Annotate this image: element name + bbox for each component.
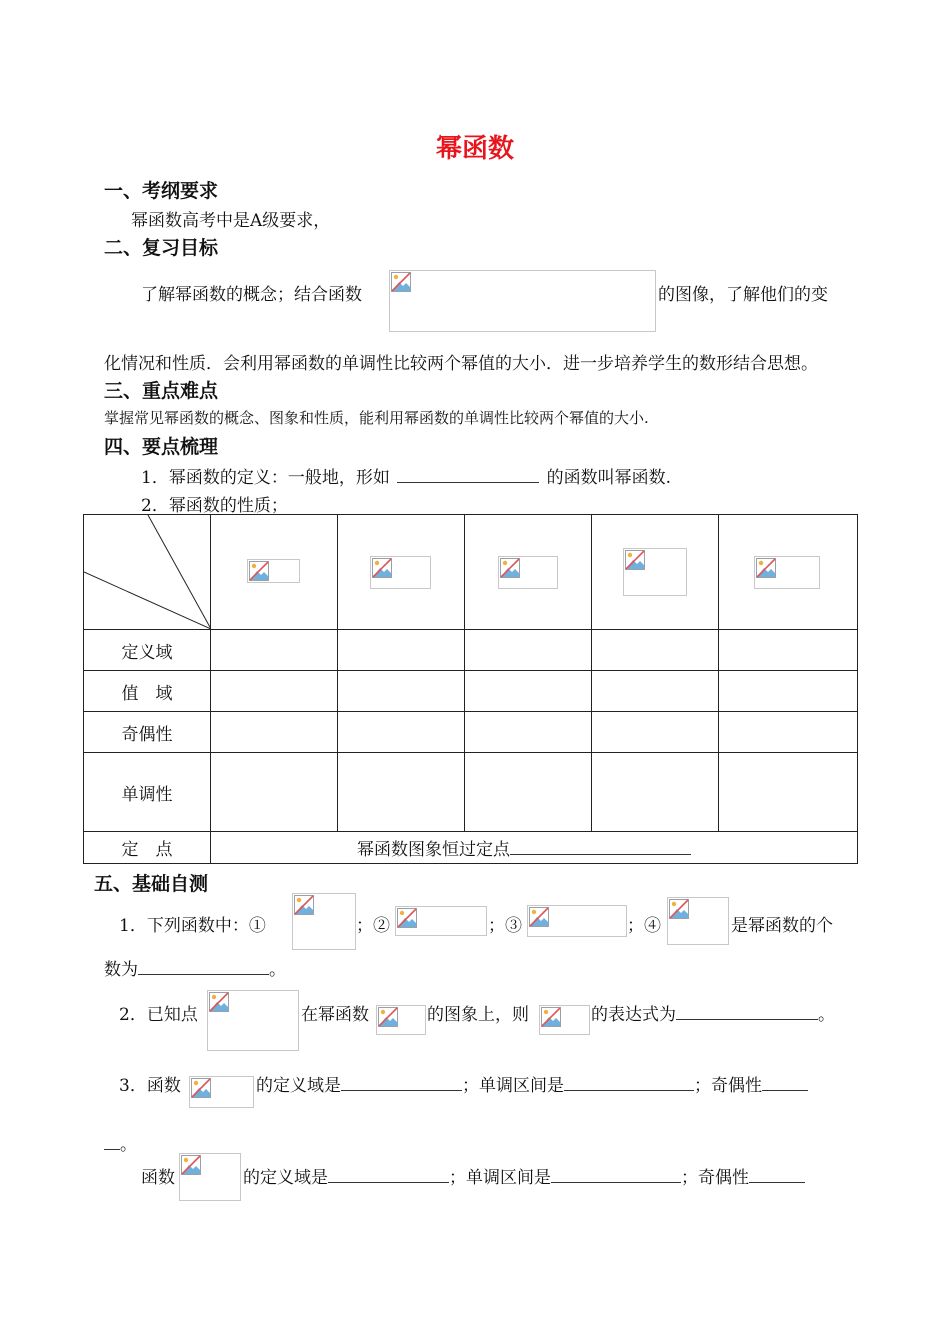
definition-line bbox=[141, 463, 671, 488]
q2-start: 2．已知点 bbox=[119, 1005, 198, 1025]
q3-period: 。 bbox=[120, 1135, 137, 1155]
q2-point-image bbox=[207, 990, 299, 1051]
table-cell[interactable] bbox=[465, 630, 592, 671]
table-cell[interactable] bbox=[465, 712, 592, 753]
function-image-1 bbox=[247, 559, 300, 583]
section-2-line2: 化情况和性质．会利用幂函数的单调性比较两个幂值的大小．进一步培养学生的数形结合思想。 bbox=[104, 354, 818, 374]
broken-image-icon bbox=[397, 908, 417, 928]
q2-period: 。 bbox=[818, 1005, 835, 1025]
q3-line1 bbox=[256, 1071, 808, 1096]
q4-start: 函数 bbox=[141, 1168, 175, 1188]
table-row bbox=[84, 712, 858, 753]
row-label-range: 值 域 bbox=[84, 671, 211, 712]
table-cell[interactable] bbox=[338, 671, 465, 712]
section-5-heading: 五、基础自测 bbox=[94, 873, 209, 895]
section-4-heading: 四、要点梳理 bbox=[104, 436, 219, 458]
table-cell[interactable] bbox=[592, 712, 719, 753]
section-3-heading: 三、重点难点 bbox=[104, 380, 219, 402]
function-header-1 bbox=[211, 515, 338, 630]
fixed-point-blank[interactable] bbox=[510, 838, 691, 855]
function-image-4 bbox=[623, 548, 687, 596]
function-image-3 bbox=[498, 556, 558, 589]
section-2-heading: 二、复习目标 bbox=[104, 237, 219, 259]
q1-sep-2: ；③ bbox=[488, 916, 522, 936]
table-cell[interactable] bbox=[465, 671, 592, 712]
table-cell[interactable] bbox=[338, 712, 465, 753]
properties-table bbox=[83, 514, 858, 864]
section-1-text: 幂函数高考中是A级要求， bbox=[131, 211, 331, 231]
q4-function-image bbox=[179, 1153, 241, 1201]
q3-start: 3．函数 bbox=[119, 1076, 181, 1096]
definition-text-end: 的函数叫幂函数. bbox=[546, 468, 672, 488]
q3-function-image bbox=[189, 1076, 254, 1108]
q1-sep-3: ；④ bbox=[627, 916, 661, 936]
table-cell[interactable] bbox=[719, 630, 858, 671]
broken-image-icon bbox=[372, 558, 392, 578]
table-cell[interactable] bbox=[211, 671, 338, 712]
q1-answer-label: 数为 bbox=[104, 960, 138, 980]
broken-image-icon bbox=[500, 558, 520, 578]
table-cell[interactable] bbox=[465, 753, 592, 832]
diagonal-lines bbox=[84, 515, 211, 629]
broken-image-icon bbox=[378, 1007, 398, 1027]
table-cell[interactable] bbox=[211, 712, 338, 753]
q4-interval-blank[interactable] bbox=[551, 1166, 681, 1183]
q2-function-image-2 bbox=[539, 1005, 590, 1035]
broken-image-icon bbox=[191, 1078, 211, 1098]
q4-parity-blank[interactable] bbox=[749, 1166, 805, 1183]
q1-period: 。 bbox=[269, 960, 286, 980]
row-label-fixed-point: 定 点 bbox=[84, 832, 211, 864]
table-cell[interactable] bbox=[211, 630, 338, 671]
row-label-domain: 定义域 bbox=[84, 630, 211, 671]
row-label-parity: 奇偶性 bbox=[84, 712, 211, 753]
q3-interval-label: ；单调区间是 bbox=[462, 1076, 564, 1096]
diagonal-header-cell bbox=[84, 515, 211, 630]
broken-image-icon bbox=[391, 272, 411, 292]
fixed-point-text: 幂函数图象恒过定点 bbox=[357, 840, 510, 860]
q4-line1 bbox=[243, 1163, 805, 1188]
table-row bbox=[84, 753, 858, 832]
q1-option-4-image bbox=[667, 897, 729, 945]
broken-image-icon bbox=[529, 907, 549, 927]
q3-parity-blank-cont[interactable] bbox=[104, 1133, 120, 1150]
table-cell[interactable] bbox=[338, 630, 465, 671]
q1-line2 bbox=[104, 955, 286, 980]
table-cell[interactable] bbox=[592, 630, 719, 671]
q2-middle-2: 的图象上，则 bbox=[427, 1005, 529, 1025]
section-2-line1-start: 了解幂函数的概念；结合函数 bbox=[141, 285, 362, 305]
table-cell[interactable] bbox=[592, 753, 719, 832]
section-2-line1-end: 的图像，了解他们的变 bbox=[658, 285, 828, 305]
table-cell[interactable] bbox=[211, 753, 338, 832]
definition-text-start: 1．幂函数的定义：一般地，形如 bbox=[141, 468, 390, 488]
broken-image-icon bbox=[756, 558, 776, 578]
q2-middle-1: 在幂函数 bbox=[301, 1005, 369, 1025]
q4-domain-label: 的定义域是 bbox=[243, 1168, 328, 1188]
q2-function-image bbox=[376, 1005, 426, 1035]
table-cell[interactable] bbox=[719, 753, 858, 832]
broken-image-icon bbox=[181, 1155, 201, 1175]
q3-interval-blank[interactable] bbox=[564, 1074, 694, 1091]
fixed-point-cell bbox=[211, 832, 858, 864]
section-1-heading: 一、考纲要求 bbox=[104, 180, 219, 202]
q1-end: 是幂函数的个 bbox=[731, 916, 833, 936]
function-header-5 bbox=[719, 515, 858, 630]
q4-parity-label: ；奇偶性 bbox=[681, 1168, 749, 1188]
broken-image-icon bbox=[294, 895, 314, 915]
q4-interval-label: ；单调区间是 bbox=[449, 1168, 551, 1188]
q1-sep-1: ；② bbox=[356, 916, 390, 936]
table-row bbox=[84, 832, 858, 864]
section-3-text: 掌握常见幂函数的概念、图象和性质，能利用幂函数的单调性比较两个幂值的大小. bbox=[104, 409, 649, 427]
q1-option-3-image bbox=[527, 905, 627, 937]
broken-image-icon bbox=[625, 550, 645, 570]
formula-image bbox=[389, 270, 656, 332]
page-title: 幂函数 bbox=[435, 134, 514, 164]
q1-option-2-image bbox=[395, 906, 487, 936]
table-row bbox=[84, 671, 858, 712]
q3-parity-label: ；奇偶性 bbox=[694, 1076, 762, 1096]
q1-answer-blank[interactable] bbox=[138, 958, 269, 975]
table-cell[interactable] bbox=[719, 671, 858, 712]
table-row bbox=[84, 630, 858, 671]
properties-line: 2．幂函数的性质； bbox=[141, 496, 288, 516]
broken-image-icon bbox=[209, 992, 229, 1012]
definition-blank[interactable] bbox=[397, 466, 539, 483]
q3-line2 bbox=[104, 1130, 137, 1155]
q4-domain-blank[interactable] bbox=[328, 1166, 449, 1183]
function-image-2 bbox=[370, 556, 431, 589]
function-header-3 bbox=[465, 515, 592, 630]
q3-parity-blank[interactable] bbox=[762, 1074, 808, 1091]
function-header-4 bbox=[592, 515, 719, 630]
q1-start: 1．下列函数中：① bbox=[119, 916, 266, 936]
table-cell[interactable] bbox=[592, 671, 719, 712]
broken-image-icon bbox=[541, 1007, 561, 1027]
row-label-monotonicity: 单调性 bbox=[84, 753, 211, 832]
broken-image-icon bbox=[669, 899, 689, 919]
function-image-5 bbox=[754, 556, 820, 589]
q2-expression-label: 的表达式为 bbox=[591, 1005, 676, 1025]
q2-tail bbox=[591, 1000, 835, 1025]
table-cell[interactable] bbox=[338, 753, 465, 832]
function-header-2 bbox=[338, 515, 465, 630]
broken-image-icon bbox=[249, 561, 269, 581]
table-cell[interactable] bbox=[719, 712, 858, 753]
q3-domain-label: 的定义域是 bbox=[256, 1076, 341, 1096]
q2-answer-blank[interactable] bbox=[676, 1003, 818, 1020]
q3-domain-blank[interactable] bbox=[341, 1074, 462, 1091]
q1-option-1-image bbox=[292, 893, 356, 950]
